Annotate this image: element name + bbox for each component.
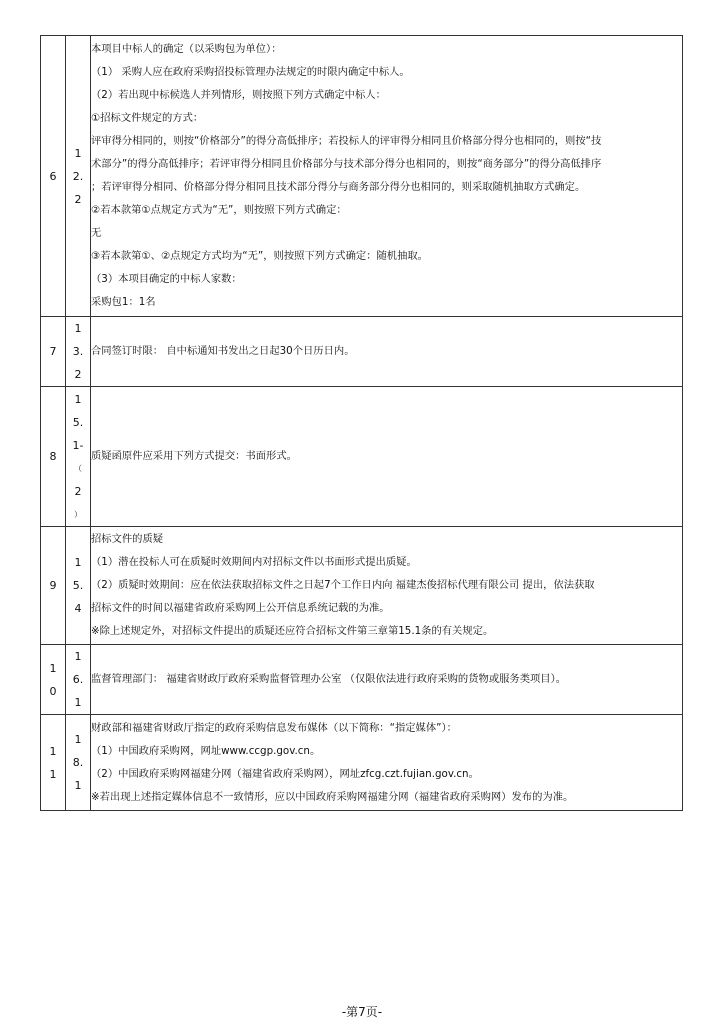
clause-number-part: 2 — [74, 368, 82, 381]
row-number-text: 6 — [49, 169, 57, 183]
table-row — [41, 645, 683, 715]
content-line: ；若评审得分相同、价格部分得分相同且技术部分得分与商务部分得分也相同的，则采取随机抽取方式确定。 — [91, 181, 586, 193]
content-line: ※若出现上述指定媒体信息不一致情形，应以中国政府采购网福建分网（福建省政府采购网）发布的为准。 — [91, 790, 574, 803]
table-row — [41, 527, 683, 645]
clause-number-part: （ — [74, 463, 82, 473]
row-number — [41, 527, 66, 645]
tender-clause-table — [40, 35, 683, 811]
content-line: 合同签订时限： 自中标通知书发出之日起30个日历日内。 — [91, 345, 355, 357]
table-row — [41, 387, 683, 527]
row-number — [41, 645, 66, 715]
content-line: 本项目中标人的确定（以采购包为单位）： — [91, 43, 282, 55]
clause-number — [66, 387, 91, 527]
clause-number — [66, 527, 91, 645]
content-line: 质疑函原件应采用下列方式提交：书面形式。 — [91, 450, 297, 462]
clause-number-part: 1 — [74, 733, 82, 746]
row-number-text: 9 — [49, 579, 57, 592]
clause-content — [91, 645, 683, 715]
content-line: （2）若出现中标候选人并列情形，则按照下列方式确定中标人： — [91, 89, 386, 101]
row-number — [41, 36, 66, 317]
clause-number-part: 1 — [74, 696, 82, 709]
clause-number-part: 1 — [74, 779, 82, 792]
content-line: ①招标文件规定的方式： — [91, 112, 204, 124]
row-number-text: 7 — [49, 345, 57, 358]
clause-number-part: 2 — [74, 484, 82, 498]
clause-number-part: 1 — [74, 650, 82, 663]
clause-content — [91, 527, 683, 645]
content-line: 财政部和福建省财政厅指定的政府采购信息发布媒体（以下简称：“指定媒体”）： — [91, 721, 457, 734]
clause-number — [66, 317, 91, 387]
content-line: （2）中国政府采购网福建分网（福建省政府采购网），网址zfcg.czt.fujian.gov.cn。 — [91, 767, 479, 780]
clause-number-part: 1 — [74, 322, 82, 335]
content-line: 招标文件的质疑 — [91, 533, 164, 545]
content-line: ②若本款第①点规定方式为“无”，则按照下列方式确定： — [91, 204, 347, 216]
row-number-part: 1 — [49, 744, 57, 758]
row-number — [41, 317, 66, 387]
content-line: 术部分”的得分高低排序；若评审得分相同且价格部分与技术部分得分也相同的，则按“商务部分”的得分高低排序 — [91, 158, 602, 170]
row-number-part: 0 — [49, 684, 57, 698]
page-number: -第7页- — [341, 1005, 383, 1019]
table-row — [41, 36, 683, 317]
content-line: 招标文件的时间以福建省政府采购网上公开信息系统记载的为准。 — [91, 602, 390, 614]
clause-number — [66, 645, 91, 715]
clause-number-part: ） — [74, 509, 82, 519]
clause-content — [91, 36, 683, 317]
content-line: 采购包1：1名 — [91, 296, 156, 308]
clause-content — [91, 317, 683, 387]
clause-number-part: 1 — [74, 146, 82, 160]
clause-content — [91, 387, 683, 527]
row-number-text: 8 — [49, 450, 57, 463]
row-number — [41, 387, 66, 527]
clause-number — [66, 36, 91, 317]
clause-number-part: 5. — [72, 579, 84, 592]
clause-number-part: 2. — [72, 169, 84, 183]
clause-number-part: 1 — [74, 556, 82, 569]
row-number-part: 1 — [49, 661, 57, 675]
row-number-part: 1 — [49, 767, 57, 781]
content-line: 监督管理部门： 福建省财政厅政府采购监督管理办公室 （仅限依法进行政府采购的货物或服务类项目）。 — [91, 673, 567, 685]
row-number — [41, 715, 66, 811]
clause-number-part: 2 — [74, 192, 82, 206]
table-row — [41, 715, 683, 811]
content-line: （1）潜在投标人可在质疑时效期间内对招标文件以书面形式提出质疑。 — [91, 556, 417, 568]
clause-number — [66, 715, 91, 811]
content-line: （1）中国政府采购网，网址www.ccgp.gov.cn。 — [91, 744, 321, 757]
content-line: 无 — [91, 227, 102, 239]
clause-number-part: 1- — [72, 438, 84, 452]
clause-number-part: 5. — [72, 415, 84, 429]
content-line: ③若本款第①、②点规定方式均为“无”，则按照下列方式确定：随机抽取。 — [91, 250, 428, 262]
content-line: （2）质疑时效期间：应在依法获取招标文件之日起7个工作日内向 福建杰俊招标代理有限公司 提出，依法获取 — [91, 579, 595, 591]
content-line: （3）本项目确定的中标人家数： — [91, 273, 242, 285]
clause-number-part: 1 — [74, 392, 82, 406]
content-line: ※除上述规定外，对招标文件提出的质疑还应符合招标文件第三章第15.1条的有关规定。 — [91, 625, 494, 637]
clause-number-part: 8. — [72, 756, 84, 769]
clause-number-part: 4 — [74, 602, 82, 615]
clause-number-part: 6. — [72, 673, 84, 686]
table-row — [41, 317, 683, 387]
content-line: （1） 采购人应在政府采购招投标管理办法规定的时限内确定中标人。 — [91, 66, 410, 78]
clause-content — [91, 715, 683, 811]
content-line: 评审得分相同的，则按“价格部分”的得分高低排序；若投标人的评审得分相同且价格部分得分也相同的，则按“技 — [91, 135, 602, 147]
clause-number-part: 3. — [72, 345, 84, 358]
